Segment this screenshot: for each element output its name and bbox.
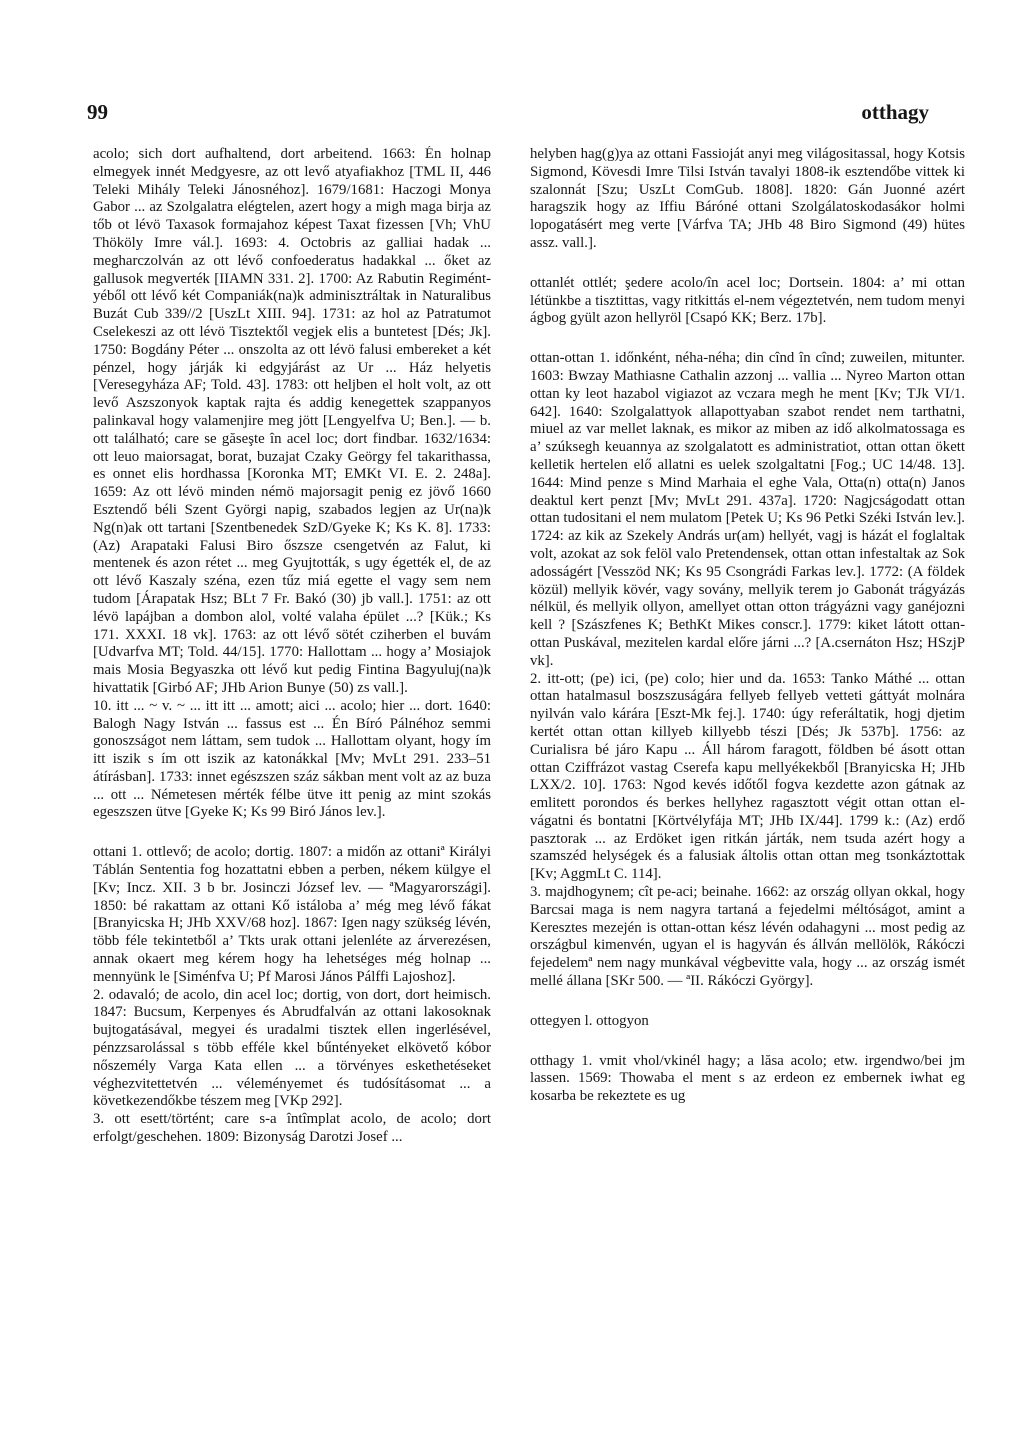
- entry-gap: [530, 328, 965, 350]
- entry-ottani-3-continuation: helyben hag(g)ya az ottani Fassioját anyi meg világositassal, hogy Kotsis Sigmond, Kövesdi Imre Tilsi István tavalyi 1808-ik esztendőbe vittek ki szalonnát [Szu; UszLt ComGub. 1808]. 1820: Gán Juonné azért haragszik hogy az Iffiu Báróné ottani Szolgálatoskodasákor holmi lopogatásért meg verte [Várfva TA; JHb 48 Biro Sigmond (49) hütes assz. vall.].: [530, 146, 965, 251]
- right-column: [530, 146, 965, 1366]
- page-number: 99: [87, 100, 108, 124]
- entry-ottanlet: ottanlét ottlét; şedere acolo/în acel loc; Dortsein. 1804: a’ mi ottan létünkbe a tisztittas, vagy ritkittás el-nem végeztetvén, nem tudom menyi ágbog gyült azon hellyröl [Csapó KK; Berz. 17b].: [530, 274, 965, 327]
- entry-gap: [530, 253, 965, 275]
- entry-ottani-3: 3. ott esett/történt; care s-a întîmplat acolo, de acolo; dort erfolgt/geschehen. 1809: Bizonyság Darotzi Josef ...: [93, 1111, 491, 1146]
- entry-ottani-2: 2. odavaló; de acolo, din acel loc; dortig, von dort, dort heimisch. 1847: Bucsum, Kerpenyes és Abrudfalván az ottani lakosoknak bujtogatásával, megyei és uradalmi tisztek ellen ingerlésével, pénzzsarolással s több efféle kkel bűntényeket elkövető kóbor nőszemély Varga Kata ellen ... a törvényes eskethetéseket véghezvitettetvén ... véleményemet és tudósításomat ... a következendőkbe tészem meg [VKp 292].: [93, 986, 491, 1110]
- entry-gap: [93, 822, 491, 844]
- entry-ott-sense-10: 10. itt ... ~ v. ~ ... itt itt ... amott; aici ... acolo; hier ... dort. 1640: Balogh Nagy István ... fassus est ... Én Bíró Pálnéhoz semmi gonoszságot nem láttam, sem tudok ... Hallottam olyant, hogy ím itt iszik s ím ott iszik az katonákkal [Mv; MvLt 291. 233–51 átírásban]. 1733: innet egészszen száz sákban ment volt az az buza ... ott ... Németesen mérték félbe ütve itt penig az mint szokás egeszszen ütve [Gyeke K; Ks 99 Biró János lev.].: [93, 697, 491, 821]
- entry-otthagy: otthagy 1. vmit vhol/vkinél hagy; a lăsa acolo; etw. irgendwo/bei jm lassen. 1569: Thowaba el ment s az erdeon ez embernek iwhat eg kosarba be rekeztete es ug: [530, 1052, 965, 1105]
- entry-ottan-ottan-1: ottan-ottan 1. időnként, néha-néha; din cînd în cînd; zuweilen, mitunter. 1603: Bwzay Mathiasne Cathalin azzonj ... vallia ... Nyreo Marton ottan ottan ky leot hazabol vigiazot az vczara megh he ment [Kv; TJk VI/1. 642]. 1640: Szolgalattyok allapottyaban szabot rendet nem tarthatni, miuel az var mellet laknak, es mikor az miben az idő alkolmatossaga es a’ szúksegh keuannya az szolgalatott es administratiot, ottan ottan ökett kelletik hertelen elő allatni es uelek szolgaltatni [Fog.; UC 14/48. 13]. 1644: Mind penze s Mind Marhaia el eghe Vala, Otta(n) otta(n) Janos deaktul kert penzt [Mv; MvLt 291. 437a]. 1720: Nagjcságodatt ottan ottan tudositani el nem mulatom [Petek U; Ks 96 Petki Széki István lev.]. 1724: az kik az Szekely András ur(am) hellyét, vagj is házát el foglaltak volt, azokat az sok felöl valo Pretendensek, ottan ottan infestaltak az Sok adosságért [Vesszöd NK; Ks 95 Csongrádi Farkas lev.]. 1772: (A földek közül) mellyik kövér, vagy sovány, mellyik terem jo Gabonát trágyázás nélkül, és mellyik ollyon, amellyet ottan otton trágyázni vagy ganéjozni kell ? [Szászfenes K; BethKt Mikes conscr.]. 1779: kiket látott ottan-ottan Puskával, mezitelen kardal előre járni ...? [A.csernáton Hsz; HSzjP vk].: [530, 350, 965, 669]
- entry-ottegyen: ottegyen l. ottogyon: [530, 1012, 649, 1029]
- left-column: [93, 146, 491, 1366]
- entry-ottan-ottan-2: 2. itt-ott; (pe) ici, (pe) colo; hier und da. 1653: Tanko Máthé ... ottan ottan hatalmasul boszszuságára fellyeb fellyeb vetteti gáttyát molnára nyilván valo kárára [Eszt-Mk fej.]. 1740: úgy referáltatik, hogj djetim kertét ottan ottan killyeb killyebb tészi [Dés; Jk 537b]. 1756: az Curialisra bé járo Kapu ... Áll három faragott, földben bé ásott ottan ottan Cziffrázot vastag Cserefa kapu mellyékekből [Branyicska H; JHb LXX/2. 10]. 1763: Ngod kevés időtől fogva kezdette azon gátnak az emlitett porondos és berkes hellyhez ragasztott végit ottan ottan el-vágatni és bontatni [Körtvélyfája MT; JHb IX/44]. 1799 k.: (Az) erdő pasztorak ... az Erdöket igen ritkán járták, nem tsuda azért hogy a szamszéd helységek és a falusiak áltolis ottan ottan meg tsonkáztottak [Kv; AggmLt C. 114].: [530, 670, 965, 883]
- entry-gap: [530, 1031, 965, 1053]
- entry-ott-continuation: acolo; sich dort aufhaltend, dort arbeitend. 1663: Én holnap elmegyek innét Medgyesre, az ott levő atyafiakhoz [TML II, 446 Teleki Mihály Teleki Jánosnéhoz]. 1679/1681: Haczogi Monya Gabor ... az Szolgalatra elégtelen, azert hogy a migh maga birja az tőb ot lévö Taxasok formajahoz képest Taxat fizessen [Vh; VhU Thököly Imre vál.]. 1693: 4. Octobris az galliai hadak ... megharczolván az ott lévő confoederatus hadakkal ... őket az gallusok megverték [IIAMN 331. 2]. 1700: Az Rabutin Regimént-yéből ott lévő két Companiák(na)k adminisztráltak in Naturalibus Buzát Cub 339//2 [UszLt XIII. 94]. 1731: az hol az Patratumot Cselekeszi az ott lévö Tisztektől vegjek elis a buntetest [Dés; Jk]. 1750: Bogdány Péter ... onszolta az ott lévö falusi embereket a két pénzel, hogy járják ki edgyjárást az Ur ... Ház helyetis [Veresegyháza AF; Told. 43]. 1783: ott heljben el holt volt, az ott levő Aszszonyok kaptak rajta és addig kenegettek szappanyos palinkaval hogy valamenjire meg jött [Lengyelfva U; Ben.]. — b. ott található; care se găseşte în acel loc; dort findbar. 1632/1634: ott leuo maiorsagat, borat, buzajat Czaky Geörgy fel takarithassa, es onnet elis hordhassa [Koronka MT; EMKt VI. E. 2. 248a]. 1659: Az ott lévö minden némö majorsagit penig ez jövő 1660 Esztendő béli Szent Györgi napig, szabados legjen az Ur(na)k Ng(n)ak ott tartani [Szentbenedek SzD/Gyeke K; Ks K. 8]. 1733: (Az) Arapataki Falusi Biro őszsze csengetvén az Falut, ki mentenek és azon rétet ... meg Gyujtották, s ugy égették el, de az ott lévő Kaszaly széna, ezen tűz miá egette el vagy sem nem tudom [Árapatak Hsz; BLt 7 Fr. Bakó (30) jb vall.]. 1751: az ott lévö lapájban a dombon alol, volté valaha épület ...? [Kük.; Ks 171. XXXI. 18 vk]. 1763: az ott lévő sötét cziherben el buvám [Udvarfva MT; Told. 44/15]. 1770: Hallottam ... hogy a’ Mosiajok mais Mosia Begyaszka ott lévő kut pedig Fintina Bagyuluj(na)k hivattatik [Girbó AF; JHb Arion Bunye (50) zs vall.].: [93, 146, 491, 696]
- entry-ottani-1: ottani 1. ottlevő; de acolo; dortig. 1807: a midőn az ottaniª Királyi Táblán Sententia fog hozattatni ebben a perben, nékem külgye el [Kv; Incz. XII. 3 b br. Josinczi József lev. — ªMagyarországi]. 1850: bé rakattam az ottani Kő istáloba a’ még meg lévő fákat [Branyicska H; JHb XXV/68 hoz]. 1867: Igen nagy szükség lévén, több féle tekintetből a’ Tkts urak ottani jelenléte az árverezésen, annak okaert meg kérem hogy ha lehetséges még holnap ... mennyünk le [Siménfva U; Pf Marosi János Pálffi Lajoshoz].: [93, 844, 491, 985]
- entry-ottan-ottan-3: 3. majdhogynem; cît pe-aci; beinahe. 1662: az ország ollyan okkal, hogy Barcsai maga is nem nagyra tartaná a fejedelmi méltóságot, amint a Keresztes mezején is ottan-ottan kész lévén odahagyni ... most pedig az országbul kimenvén, ugyan el is hagyván és állván mellölök, Rákóczi fejedelemª nem nagy munkával végbevitte vala, hogy ... az ország ismét mellé állana [SKr 500. — ªII. Rákóczi György].: [530, 884, 965, 990]
- entry-gap: [530, 991, 965, 1013]
- running-head: otthagy: [861, 100, 929, 124]
